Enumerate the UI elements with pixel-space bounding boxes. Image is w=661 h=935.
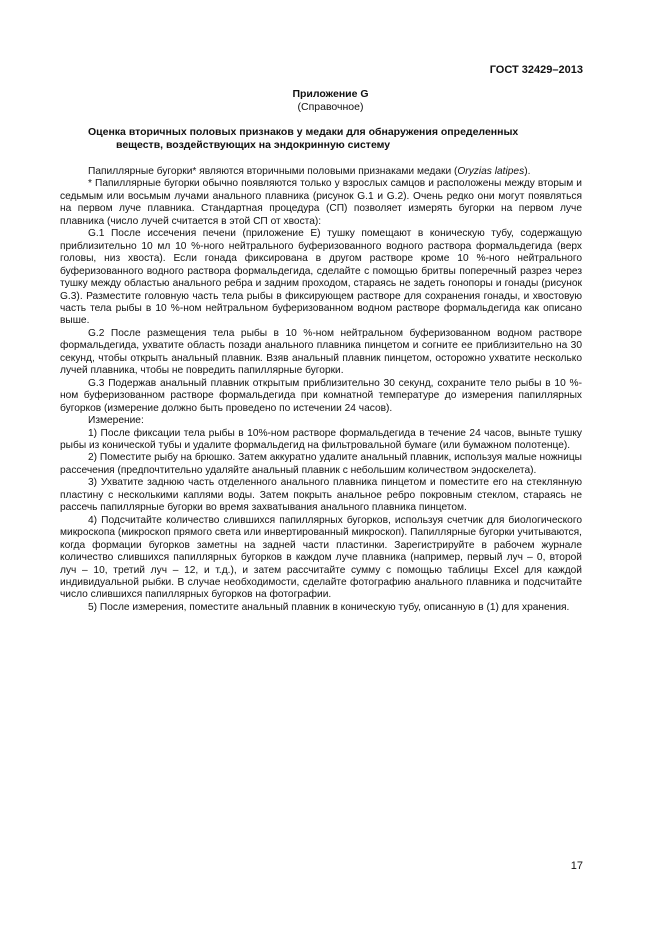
step-4: 4) Подсчитайте количество слившихся папиллярных бугорков, используя счетчик для биологического микроскопа (микроскоп прямого света или инвертированный микроскоп). Папиллярные бугорки учитываются, когда формации бугорков заметны на задней части пластинки. Зарегистрируйте в рабочем журнале количество слившихся папиллярных бугорков в каждом луче плавника (например, первый луч – 0, второй луч – 10, третий луч – 12, и т.д.), и затем рассчитайте сумму с помощью таблицы Excel для каждой индивидуальной рыбки. В случае необходимости, сделайте фотографию анального плавника и подсчитайте число слившихся папиллярных бугорков на фотографии. <box>60 514 582 601</box>
step-3: 3) Ухватите заднюю часть отделенного анального плавника пинцетом и поместите его на стеклянную пластину с несколькими каплями воды. Затем покрыть анальное ребро покровным стеклом, стараясь не рассечь папиллярные бугорки во время захватывания анального плавника пинцетом. <box>60 477 582 514</box>
intro-end: ). <box>524 166 531 177</box>
paragraph-g1: G.1 После иссечения печени (приложение Е) тушку помещают в коническую тубу, содержащую приблизительно 10 мл 10 %-ного нейтрального буферизованного водного раствора формальдегида (верх головы, низ хвоста). Если гонада фиксирована в другом растворе кроме 10 %-ного нейтрального буферизованного водного раствора формальдегида, сделайте с помощью бритвы поперечный разрез через тушку между областью анального ребра и задним проходом, стараясь не задеть гонопоры и гонады (рисунок G.3). Разместите головную часть тела рыбы в фиксирующем растворе для сохранения гонады, и хвостовую часть тела рыбы в 10 %-ном нейтральном буферизованном водном растворе формальдегида как описано выше. <box>60 228 582 327</box>
page-number: 17 <box>570 860 583 872</box>
body-text <box>60 166 582 614</box>
section-heading-line1: Оценка вторичных половых признаков у медаки для обнаружения определенных <box>88 126 519 138</box>
section-heading <box>88 126 578 152</box>
footnote-paragraph: * Папиллярные бугорки обычно появляются только у взрослых самцов и расположены между вторым и седьмым или восьмым лучами анального плавника (рисунок G.1 и G.2). Очень редко они могут появляться на первом луче плавника. Стандартная процедура (СП) позволяет измерять бугорки на первом луче плавника (число лучей считается в этой СП от хвоста): <box>60 178 582 227</box>
step-5: 5) После измерения, поместите анальный плавник в коническую тубу, описанную в (1) для хранения. <box>88 601 570 613</box>
step-2: 2) Поместите рыбу на брюшко. Затем аккуратно удалите анальный плавник, используя малые ножницы рассечения (предпочтительно удаляйте анальный плавник с небольшим количеством эндоскелета). <box>60 452 582 476</box>
intro-main: Папиллярные бугорки* являются вторичными половыми признаками медаки ( <box>88 166 458 177</box>
measurement-title: Измерение: <box>88 415 144 427</box>
species-name: Oryzias latipes <box>457 166 525 177</box>
paragraph-g2: G.2 После размещения тела рыбы в 10 %-ном нейтральном буферизованном водном растворе формальдегида, ухватите область позади анального плавника пинцетом и согните ее приблизительно на 30 секунд, чтобы открыть анальный плавник. Взяв анальный плавник пинцетом, осторожно ухватите несколько лучей плавника, чтобы не повредить папиллярные бугорки. <box>60 327 582 377</box>
intro-paragraph <box>60 166 582 178</box>
document-code: ГОСТ 32429–2013 <box>489 64 583 76</box>
section-heading-line2: веществ, воздействующих на эндокринную систему <box>116 139 391 151</box>
paragraph-g3: G.3 Подержав анальный плавник открытым приблизительно 30 секунд, сохраните тело рыбы в 10 %-ном буферизованном растворе формальдегида при комнатной температуре до измерения папиллярных бугорков (измерение должно быть проведено по истечении 24 часов). <box>60 377 582 414</box>
annex-title: Приложение G <box>292 88 369 100</box>
annex-subtitle: (Справочное) <box>297 101 364 113</box>
step-1: 1) После фиксации тела рыбы в 10%-ном растворе формальдегида в течение 24 часов, выньте тушку рыбы из конической тубы и удалите формальдегид на фильтровальной бумаге (или бумажном полотенце). <box>60 427 582 451</box>
